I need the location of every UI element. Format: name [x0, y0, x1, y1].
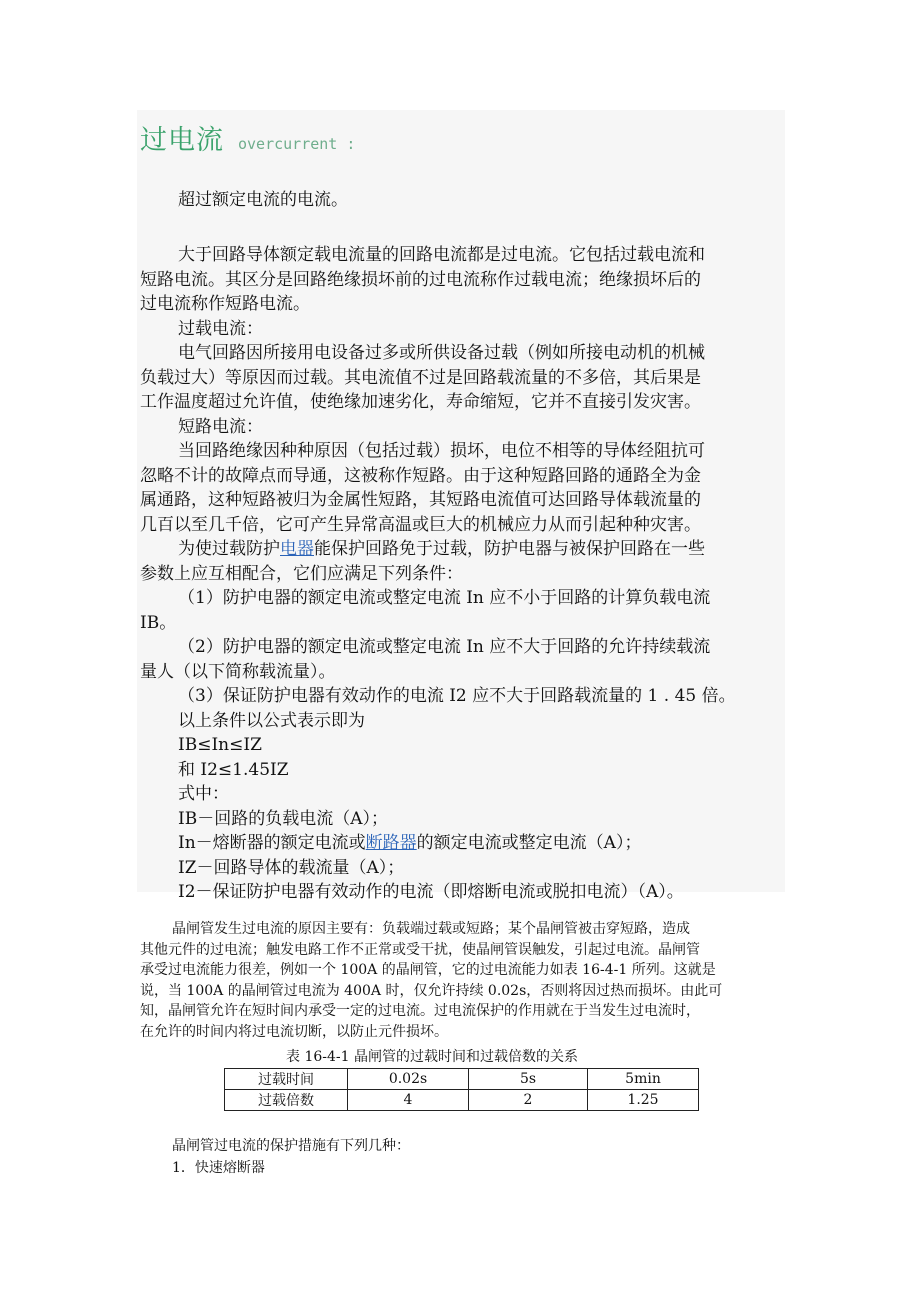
protect-line: 为使过载防护电器能保护回路免于过载，防护电器与被保护回路在一些	[178, 539, 705, 559]
table-cell: 0.02s	[348, 1069, 469, 1090]
condition-line: （2）防护电器的额定电流或整定电流 In 应不大于回路的允许持续载流	[178, 637, 711, 657]
paragraph-line: 电气回路因所接用电设备过多或所供设备过载（例如所接电动机的机械	[178, 343, 705, 363]
measure-item: 1．快速熔断器	[172, 1160, 265, 1176]
paragraph-line: 其他元件的过电流；触发电路工作不正常或受干扰，使晶闸管误触发，引起过电流。晶闸管	[140, 941, 700, 958]
main-body	[140, 243, 790, 905]
measures-intro: 晶闸管过电流的保护措施有下列几种：	[172, 1138, 410, 1154]
table-row	[225, 1069, 699, 1090]
table-cell: 4	[348, 1090, 469, 1111]
condition-line: （1）防护电器的额定电流或整定电流 In 应不小于回路的计算负载电流	[178, 588, 711, 608]
short-label: 短路电流：	[178, 416, 263, 437]
table-cell: 1.25	[588, 1090, 699, 1111]
condition-line: 以上条件以公式表示即为	[178, 710, 365, 731]
table-row	[225, 1090, 699, 1111]
table-cell: 过载倍数	[225, 1090, 348, 1111]
title-en: overcurrent :	[238, 135, 356, 153]
thyristor-paragraph	[140, 919, 780, 1042]
paragraph-line: 参数上应互相配合，它们应满足下列条件：	[140, 563, 463, 584]
table-cell: 过载时间	[225, 1069, 348, 1090]
table-cell: 5s	[469, 1069, 588, 1090]
paragraph-line: 说，当 100A 的晶闸管过电流为 400A 时，仅允许持续 0.02s，否则将因过热而损坏。由此可	[140, 982, 723, 999]
condition-line: （3）保证防护电器有效动作的电流 I2 应不大于回路载流量的 1 . 45 倍。	[178, 686, 736, 706]
link-circuit-breaker[interactable]: 断路器	[365, 833, 417, 853]
paragraph-line: 负载过大）等原因而过载。其电流值不过是回路载流量的不多倍，其后果是	[140, 367, 701, 388]
table-caption: 表 16-4-1 晶闸管的过载时间和过载倍数的关系	[286, 1049, 578, 1065]
paragraph-line: 属通路，这种短路被归为金属性短路，其短路电流值可达回路导体载流量的	[140, 490, 701, 510]
definition-line: IB－回路的负载电流（A）；	[178, 808, 388, 829]
formula-line: 和 I2≤1.45IZ	[178, 759, 289, 780]
paragraph-line: 几百以至几千倍，它可产生异常高温或巨大的机械应力从而引起种种灾害。	[140, 514, 701, 535]
paragraph-line: 大于回路导体额定载电流量的回路电流都是过电流。它包括过载电流和	[178, 245, 705, 265]
paragraph-line: 知，晶闸管允许在短时间内承受一定的过电流。过电流保护的作用就在于当发生过电流时，	[140, 1003, 700, 1019]
definition-line: I2－保证防护电器有效动作的电流（即熔断电流或脱扣电流）（A）。	[178, 882, 684, 902]
overload-label: 过载电流：	[178, 318, 263, 339]
title-zh: 过电流	[140, 125, 224, 156]
paragraph-line: 承受过电流能力很差，例如一个 100A 的晶闸管，它的过电流能力如表 16-4-1 所列。这就是	[140, 962, 716, 978]
paragraph-line: 忽略不计的故障点而导通，这被称作短路。由于这种短路回路的通路全为金	[140, 465, 701, 486]
paragraph-line: 晶闸管发生过电流的原因主要有：负载端过载或短路；某个晶闸管被击穿短路，造成	[172, 921, 690, 937]
paragraph-line: 当回路绝缘因种种原因（包括过载）损坏，电位不相等的导体经阻抗可	[178, 441, 705, 461]
definition: 超过额定电流的电流。	[178, 190, 348, 210]
paragraph-line: 在允许的时间内将过电流切断，以防止元件损坏。	[140, 1023, 448, 1040]
overload-table	[224, 1068, 699, 1111]
link-electrical-apparatus[interactable]: 电器	[280, 539, 314, 559]
definition-line: In－熔断器的额定电流或断路器的额定电流或整定电流（A）；	[178, 833, 642, 853]
paragraph-line: 过电流称作短路电流。	[140, 294, 310, 314]
paragraph-line: 工作温度超过允许值，使绝缘加速劣化，寿命缩短，它并不直接引发灾害。	[140, 392, 701, 412]
paragraph-line: 短路电流。其区分是回路绝缘损坏前的过电流称作过载电流；绝缘损坏后的	[140, 269, 701, 290]
condition-line: IB。	[140, 612, 177, 633]
table-cell: 5min	[588, 1069, 699, 1090]
formula-line: IB≤In≤IZ	[178, 735, 262, 755]
table-cell: 2	[469, 1090, 588, 1111]
page-title	[140, 118, 355, 157]
formula-line: 式中：	[178, 784, 229, 804]
definition-line: IZ－回路导体的载流量（A）；	[178, 857, 405, 878]
condition-line: 量人（以下简称载流量）。	[140, 661, 336, 682]
